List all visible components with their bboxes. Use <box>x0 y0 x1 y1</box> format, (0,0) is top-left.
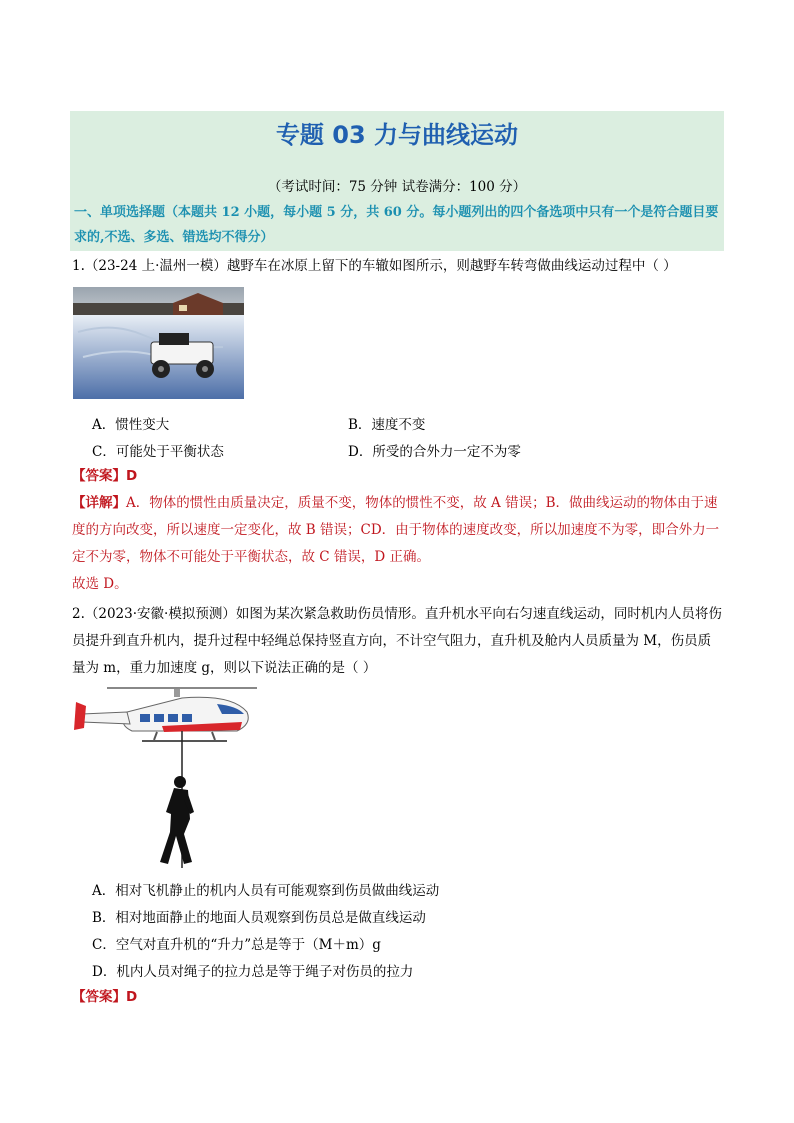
q2-answer <box>72 984 724 1011</box>
q1-detail <box>72 490 724 571</box>
detail-tag: 【详解】 <box>72 495 126 511</box>
exam-info: （考试时间：75 分钟 试卷满分：100 分） <box>267 179 527 195</box>
q1-conclusion: 故选 D。 <box>72 576 128 592</box>
q2-option-c: C．空气对直升机的“升力”总是等于（M＋m）g <box>92 937 381 953</box>
page-title: 专题 03 力与曲线运动 <box>275 121 519 149</box>
answer-value: D <box>126 468 138 484</box>
q2-option-d: D．机内人员对绳子的拉力总是等于绳子对伤员的拉力 <box>92 964 414 980</box>
answer-tag: 【答案】 <box>72 468 126 484</box>
question-2-stem: 2.（2023·安徽·模拟预测）如图为某次紧急救助伤员情形。直升机水平向右匀速直线运动，同时机内人员将伤员提升到直升机内，提升过程中轻绳总保持竖直方向，不计空气阻力，直升机及舱内人员质量为 M，伤员质量为 m，重力加速度 g，则以下说法正确的是（ ） <box>72 606 722 676</box>
q1-option-a: A．惯性变大 <box>92 417 170 433</box>
question-1-stem: 1.（23-24 上·温州一模）越野车在冰原上留下的车辙如图所示，则越野车转弯做曲线运动过程中（ ） <box>72 258 677 274</box>
q2-option-a: A．相对飞机静止的机内人员有可能观察到伤员做曲线运动 <box>92 883 440 899</box>
helicopter-rescue-illustration <box>72 684 262 870</box>
q1-option-c: C．可能处于平衡状态 <box>92 444 224 460</box>
answer-tag: 【答案】 <box>72 989 126 1005</box>
detail-text: A．物体的惯性由质量决定，质量不变，物体的惯性不变，故 A 错误；B．做曲线运动的物体由于速度的方向改变，所以速度一定变化，故 B 错误；CD．由于物体的速度改变，所以加速度不为零，即合外力一定不为零，物体不可能处于平衡状态，故 C 错误，D 正确。 <box>72 495 720 565</box>
section-heading: 一、单项选择题（本题共 12 小题，每小题 5 分，共 60 分。每小题列出的四个备选项中只有一个是符合题目要求的,不选、多选、错选均不得分） <box>74 205 719 245</box>
q2-option-b: B．相对地面静止的地面人员观察到伤员总是做直线运动 <box>92 910 426 926</box>
header-box <box>70 111 724 251</box>
answer-value: D <box>126 989 138 1005</box>
q1-option-b: B．速度不变 <box>348 417 426 433</box>
jeep-snow-photo <box>73 287 244 399</box>
q1-option-d: D．所受的合外力一定不为零 <box>348 444 521 460</box>
q1-answer <box>72 463 724 490</box>
